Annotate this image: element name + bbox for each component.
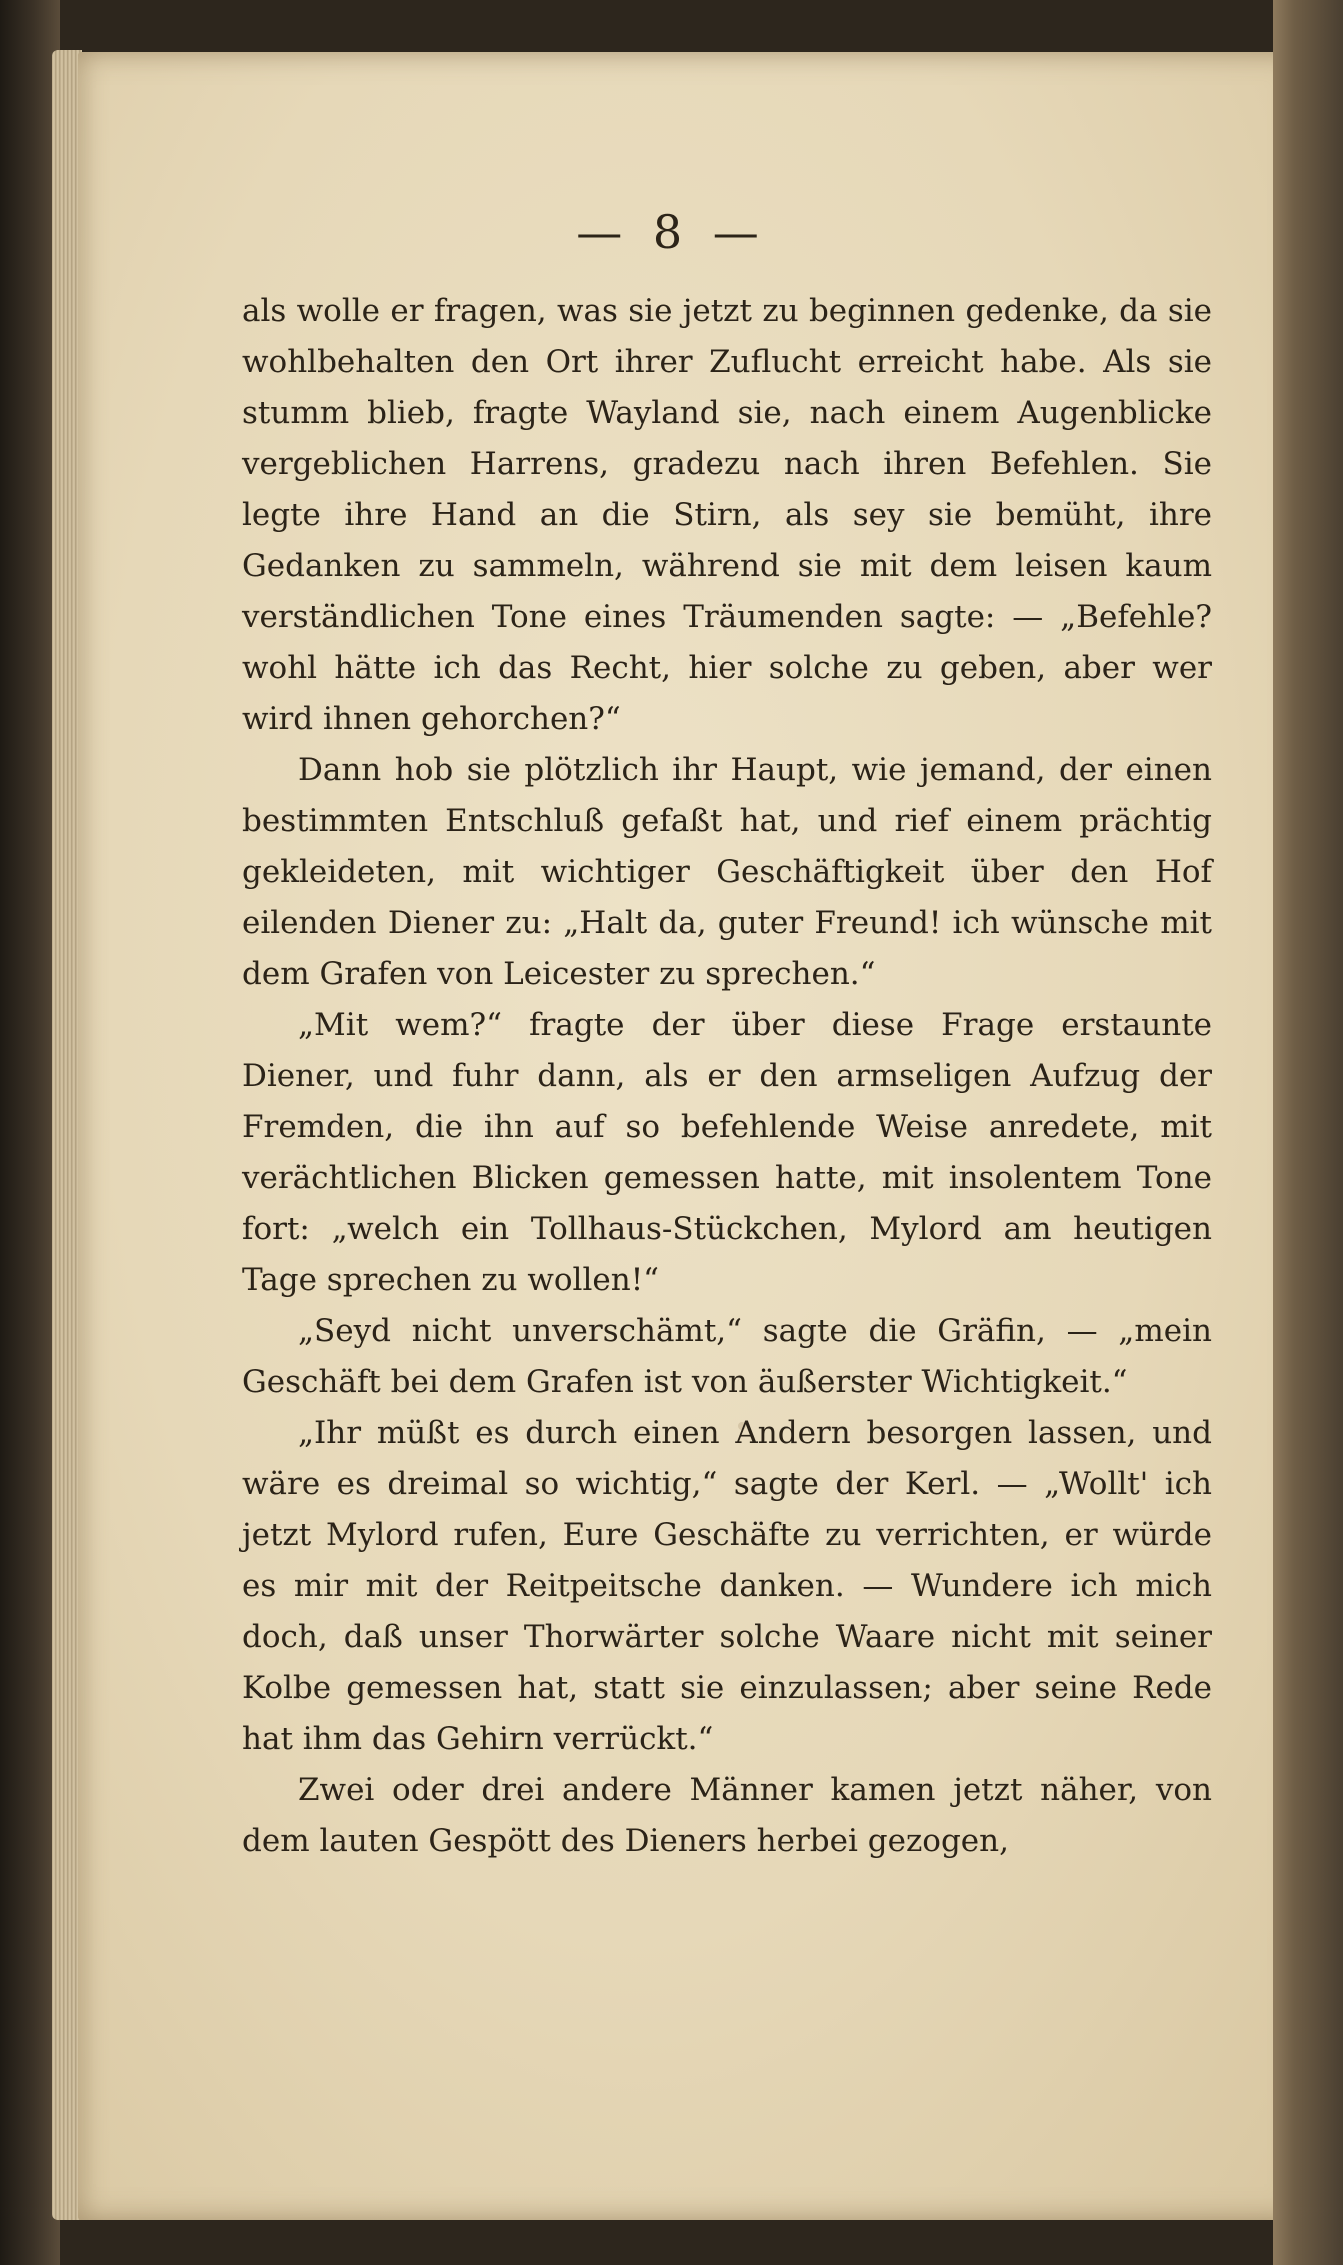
- paragraph-2: Dann hob sie plötzlich ihr Haupt, wie jemand, der einen bestimmten Entschluß gefaßt hat, und rief einem prächtig gekleideten, mit wichtiger Geschäftigkeit über den Hof eilenden Diener zu: „Halt da, guter Freund! ich wünsche mit dem Grafen von Leicester zu sprechen.“: [242, 752, 1212, 992]
- paragraph-5: „Ihr müßt es durch einen Andern besorgen lassen, und wäre es dreimal so wichtig,“ sagte der Kerl. — „Wollt' ich jetzt Mylord rufen, Eure Geschäfte zu verrichten, er würde es mir mit der Reitpeitsche danken. — Wundere ich mich doch, daß unser Thorwärter solche Waare nicht mit seiner Kolbe gemessen hat, statt sie einzulassen; aber seine Rede hat ihm das Gehirn verrückt.“: [242, 1415, 1212, 1757]
- book-spine-edge: [1273, 0, 1343, 2265]
- paragraph-3: „Mit wem?“ fragte der über diese Frage erstaunte Diener, und fuhr dann, als er den armseligen Aufzug der Fremden, die ihn auf so befehlende Weise anredete, mit verächtlichen Blicken gemessen hatte, mit insolentem Tone fort: „welch ein Tollhaus-Stückchen, Mylord am heutigen Tage sprechen zu wollen!“: [242, 1007, 1212, 1298]
- book-cover-edge: [0, 0, 60, 2265]
- body-text: [242, 286, 1212, 1867]
- paragraph-4: „Seyd nicht unverschämt,“ sagte die Gräfin, — „mein Geschäft bei dem Grafen ist von äußerster Wichtigkeit.“: [242, 1313, 1212, 1400]
- page-number: — 8 —: [576, 205, 767, 259]
- paragraph-1: als wolle er fragen, was sie jetzt zu beginnen gedenke, da sie wohlbehalten den Ort ihrer Zuflucht erreicht habe. Als sie stumm blieb, fragte Wayland sie, nach einem Augenblicke vergeblichen Harrens, gradezu nach ihren Befehlen. Sie legte ihre Hand an die Stirn, als sey sie bemüht, ihre Gedanken zu sammeln, während sie mit dem leisen kaum verständlichen Tone eines Träumenden sagte: — „Befehle? wohl hätte ich das Recht, hier solche zu geben, aber wer wird ihnen gehorchen?“: [242, 293, 1212, 737]
- paragraph-6: Zwei oder drei andere Männer kamen jetzt näher, von dem lauten Gespött des Dieners herbei gezogen,: [242, 1772, 1212, 1859]
